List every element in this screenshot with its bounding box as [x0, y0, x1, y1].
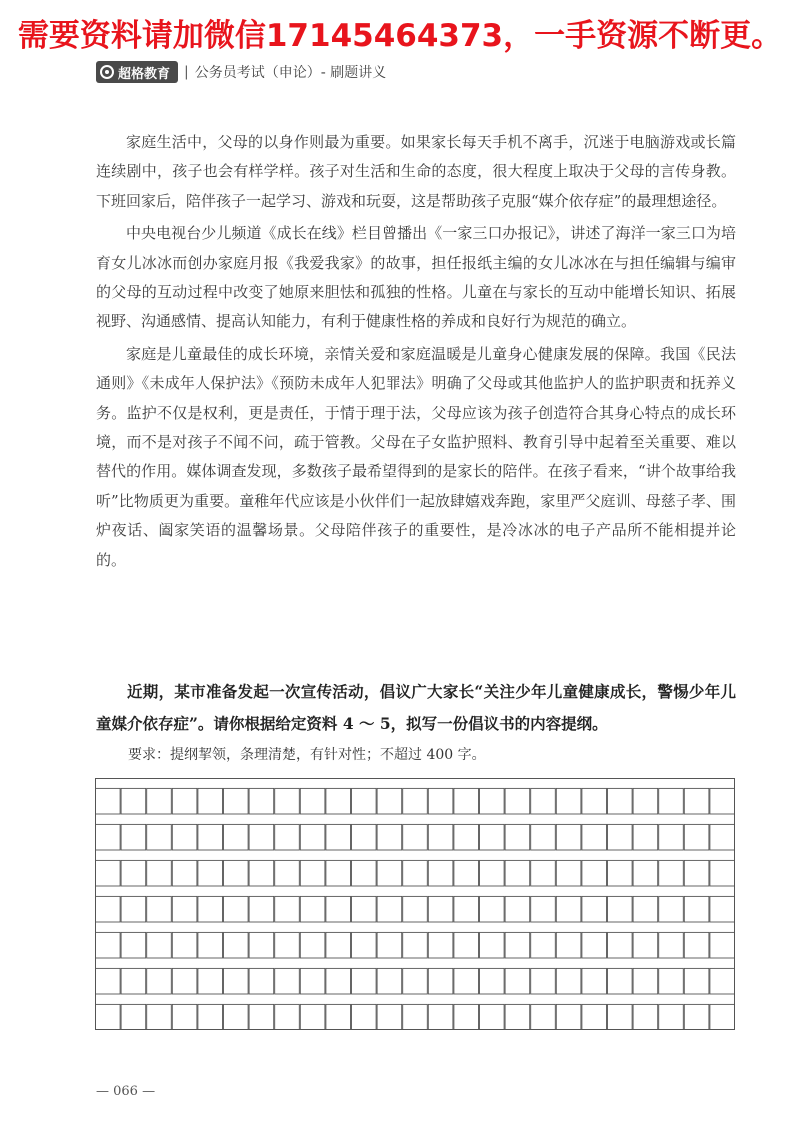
grid-cell	[505, 968, 530, 994]
answer-requirement: 要求：提纲挈领，条理清楚，有针对性；不超过 400 字。	[128, 747, 486, 763]
grid-cell	[249, 788, 274, 814]
grid-cell	[428, 968, 453, 994]
grid-row	[96, 788, 735, 814]
grid-cell	[505, 896, 530, 922]
grid-cell	[403, 824, 428, 850]
grid-cell	[198, 788, 223, 814]
grid-cell	[659, 860, 684, 886]
grid-cell	[608, 860, 633, 886]
grid-cell	[505, 1004, 530, 1030]
grid-cell	[710, 968, 735, 994]
grid-cell	[556, 932, 581, 958]
grid-cell	[352, 824, 377, 850]
grid-cell	[633, 896, 658, 922]
grid-cell	[454, 824, 479, 850]
grid-cell	[249, 860, 274, 886]
answer-grid[interactable]	[95, 778, 735, 1030]
grid-cell	[710, 1004, 735, 1030]
grid-cell	[121, 824, 146, 850]
grid-cell	[531, 788, 556, 814]
grid-cell	[300, 968, 325, 994]
grid-cell	[505, 824, 530, 850]
grid-cell	[172, 788, 197, 814]
grid-cell	[198, 1004, 223, 1030]
grid-cell	[224, 968, 249, 994]
grid-cell	[147, 788, 172, 814]
grid-cell	[531, 932, 556, 958]
grid-cell	[403, 860, 428, 886]
grid-cell	[96, 824, 121, 850]
grid-cell	[556, 1004, 581, 1030]
grid-cell	[300, 788, 325, 814]
grid-cell	[96, 788, 121, 814]
grid-cell	[684, 896, 709, 922]
grid-cell	[659, 1004, 684, 1030]
grid-cell	[454, 896, 479, 922]
grid-cell	[454, 968, 479, 994]
grid-cell	[480, 896, 505, 922]
grid-cell	[147, 896, 172, 922]
grid-cell	[684, 1004, 709, 1030]
grid-cell	[684, 788, 709, 814]
grid-cell	[352, 896, 377, 922]
grid-cell	[659, 968, 684, 994]
grid-cell	[326, 860, 351, 886]
grid-cell	[480, 824, 505, 850]
grid-cell	[608, 896, 633, 922]
grid-cell	[300, 932, 325, 958]
grid-cell	[428, 788, 453, 814]
grid-cell	[352, 932, 377, 958]
grid-cell	[582, 1004, 607, 1030]
grid-cell	[326, 968, 351, 994]
grid-cell	[147, 968, 172, 994]
grid-cell	[198, 968, 223, 994]
grid-cell	[480, 932, 505, 958]
grid-cell	[172, 860, 197, 886]
grid-cell	[326, 788, 351, 814]
grid-cell	[505, 932, 530, 958]
grid-cell	[121, 896, 146, 922]
grid-cell	[377, 932, 402, 958]
grid-row	[96, 1004, 735, 1030]
watermark-banner: 需要资料请加微信17145464373，一手资源不断更。	[17, 18, 783, 54]
grid-cell	[275, 896, 300, 922]
grid-cell	[428, 896, 453, 922]
grid-cell	[147, 1004, 172, 1030]
grid-cell	[582, 860, 607, 886]
grid-cell	[377, 968, 402, 994]
grid-cell	[531, 860, 556, 886]
grid-cell	[403, 788, 428, 814]
grid-cell	[403, 968, 428, 994]
grid-cell	[300, 824, 325, 850]
grid-cell	[121, 788, 146, 814]
grid-cell	[428, 1004, 453, 1030]
grid-cell	[403, 932, 428, 958]
grid-cell	[531, 968, 556, 994]
grid-cell	[224, 932, 249, 958]
grid-cell	[147, 932, 172, 958]
grid-cell	[121, 932, 146, 958]
grid-cell	[275, 860, 300, 886]
grid-cell	[480, 860, 505, 886]
logo-text: 超格教育	[118, 66, 171, 82]
grid-cell	[300, 896, 325, 922]
grid-cell	[531, 896, 556, 922]
grid-cell	[684, 860, 709, 886]
page-number: — 066 —	[96, 1084, 156, 1099]
grid-cell	[275, 932, 300, 958]
grid-cell	[608, 824, 633, 850]
grid-cell	[377, 824, 402, 850]
grid-cell	[633, 860, 658, 886]
grid-cell	[403, 896, 428, 922]
grid-cell	[96, 860, 121, 886]
grid-cell	[172, 896, 197, 922]
grid-cell	[582, 896, 607, 922]
grid-cell	[556, 896, 581, 922]
grid-cell	[249, 968, 274, 994]
grid-cell	[710, 824, 735, 850]
grid-cell	[608, 1004, 633, 1030]
grid-cell	[556, 860, 581, 886]
grid-cell	[377, 860, 402, 886]
grid-cell	[326, 896, 351, 922]
grid-cell	[172, 1004, 197, 1030]
header-separator: |	[184, 64, 189, 80]
grid-cell	[454, 1004, 479, 1030]
grid-cell	[377, 1004, 402, 1030]
grid-cell	[224, 824, 249, 850]
grid-cell	[275, 1004, 300, 1030]
grid-cell	[326, 824, 351, 850]
grid-cell	[454, 788, 479, 814]
grid-row	[96, 968, 735, 994]
logo-icon	[100, 65, 114, 79]
grid-cell	[659, 896, 684, 922]
grid-cell	[224, 896, 249, 922]
grid-cell	[352, 860, 377, 886]
paragraph-3: 家庭是儿童最佳的成长环境，亲情关爱和家庭温暖是儿童身心健康发展的保障。我国《民法通则》《未成年人保护法》《预防未成年人犯罪法》明确了父母或其他监护人的监护职责和抚养义务。监护不仅是权利，更是责任，于情于理于法，父母应该为孩子创造符合其身心特点的成长环境，而不是对孩子不闻不问，疏于管教。父母在子女监护照料、教育引导中起着至关重要、难以替代的作用。媒体调查发现，多数孩子最希望得到的是家长的陪伴。在孩子看来，“讲个故事给我听”比物质更为重要。童稚年代应该是小伙伴们一起放肆嬉戏奔跑，家里严父庭训、母慈子孝、围炉夜话、阖家笑语的温馨场景。父母陪伴孩子的重要性，是冷冰冰的电子产品所不能相提并论的。	[96, 344, 736, 569]
grid-cell	[377, 896, 402, 922]
grid-cell	[710, 788, 735, 814]
grid-cell	[633, 824, 658, 850]
grid-cell	[428, 860, 453, 886]
grid-cell	[249, 1004, 274, 1030]
grid-cell	[172, 968, 197, 994]
grid-cell	[275, 788, 300, 814]
grid-cell	[454, 860, 479, 886]
grid-cell	[684, 932, 709, 958]
grid-cell	[121, 860, 146, 886]
grid-row	[96, 860, 735, 886]
grid-cell	[275, 824, 300, 850]
grid-cell	[684, 968, 709, 994]
grid-cell	[659, 788, 684, 814]
grid-cell	[224, 860, 249, 886]
grid-row	[96, 932, 735, 958]
grid-cell	[633, 932, 658, 958]
grid-cell	[633, 1004, 658, 1030]
grid-cell	[505, 860, 530, 886]
brand-logo	[96, 61, 178, 83]
grid-border	[96, 779, 735, 1030]
grid-cell	[198, 896, 223, 922]
grid-cell	[326, 932, 351, 958]
grid-row	[96, 824, 735, 850]
paragraph-2: 中央电视台少儿频道《成长在线》栏目曾播出《一家三口办报记》，讲述了海洋一家三口为培育女儿冰冰而创办家庭月报《我爱我家》的故事，担任报纸主编的女儿冰冰在与担任编辑与编审的父母的互动过程中改变了她原来胆怯和孤独的性格。儿童在与家长的互动中能增长知识、拓展视野、沟通感情、提高认知能力，有利于健康性格的养成和良好行为规范的确立。	[96, 224, 736, 331]
grid-cell	[531, 1004, 556, 1030]
grid-cell	[249, 896, 274, 922]
grid-cell	[505, 788, 530, 814]
grid-cell	[96, 968, 121, 994]
grid-cell	[224, 1004, 249, 1030]
grid-cell	[582, 824, 607, 850]
grid-cell	[352, 788, 377, 814]
material-body	[96, 128, 736, 575]
grid-cell	[275, 968, 300, 994]
grid-cell	[172, 824, 197, 850]
question-prompt: 近期，某市准备发起一次宣传活动，倡议广大家长“关注少年儿童健康成长，警惕少年儿童媒介依存症”。请你根据给定资料 4 ～ 5，拟写一份倡议书的内容提纲。	[96, 682, 736, 733]
grid-cell	[556, 788, 581, 814]
grid-cell	[608, 932, 633, 958]
grid-cell	[198, 860, 223, 886]
grid-cell	[403, 1004, 428, 1030]
grid-cell	[96, 1004, 121, 1030]
grid-cell	[198, 824, 223, 850]
grid-cell	[710, 932, 735, 958]
grid-cell	[659, 932, 684, 958]
grid-cell	[352, 1004, 377, 1030]
grid-cell	[172, 932, 197, 958]
paragraph-1: 家庭生活中，父母的以身作则最为重要。如果家长每天手机不离手，沉迷于电脑游戏或长篇连续剧中，孩子也会有样学样。孩子对生活和生命的态度，很大程度上取决于父母的言传身教。下班回家后，陪伴孩子一起学习、游戏和玩耍，这是帮助孩子克服“媒介依存症”的最理想途径。	[96, 133, 736, 210]
grid-cell	[633, 788, 658, 814]
grid-cell	[249, 824, 274, 850]
grid-cell	[659, 824, 684, 850]
grid-cell	[608, 788, 633, 814]
grid-cell	[224, 788, 249, 814]
grid-cell	[198, 932, 223, 958]
grid-cell	[582, 788, 607, 814]
grid-cell	[556, 968, 581, 994]
grid-cell	[300, 1004, 325, 1030]
grid-cell	[96, 896, 121, 922]
grid-cell	[531, 824, 556, 850]
grid-cell	[608, 968, 633, 994]
grid-cell	[352, 968, 377, 994]
grid-cell	[480, 968, 505, 994]
grid-cell	[96, 932, 121, 958]
grid-cell	[710, 896, 735, 922]
grid-cell	[249, 932, 274, 958]
grid-cell	[121, 968, 146, 994]
grid-cell	[582, 968, 607, 994]
grid-cell	[582, 932, 607, 958]
grid-cell	[121, 1004, 146, 1030]
grid-cell	[428, 932, 453, 958]
grid-cell	[480, 1004, 505, 1030]
page-header	[96, 60, 386, 84]
grid-cell	[480, 788, 505, 814]
grid-cell	[710, 860, 735, 886]
grid-cell	[633, 968, 658, 994]
grid-cell	[454, 932, 479, 958]
header-title: 公务员考试（申论）- 刷题讲义	[194, 65, 387, 81]
grid-cell	[428, 824, 453, 850]
grid-cell	[684, 824, 709, 850]
grid-cell	[556, 824, 581, 850]
grid-row	[96, 896, 735, 922]
grid-cell	[147, 824, 172, 850]
grid-cell	[326, 1004, 351, 1030]
grid-cell	[300, 860, 325, 886]
grid-cell	[377, 788, 402, 814]
grid-cell	[147, 860, 172, 886]
